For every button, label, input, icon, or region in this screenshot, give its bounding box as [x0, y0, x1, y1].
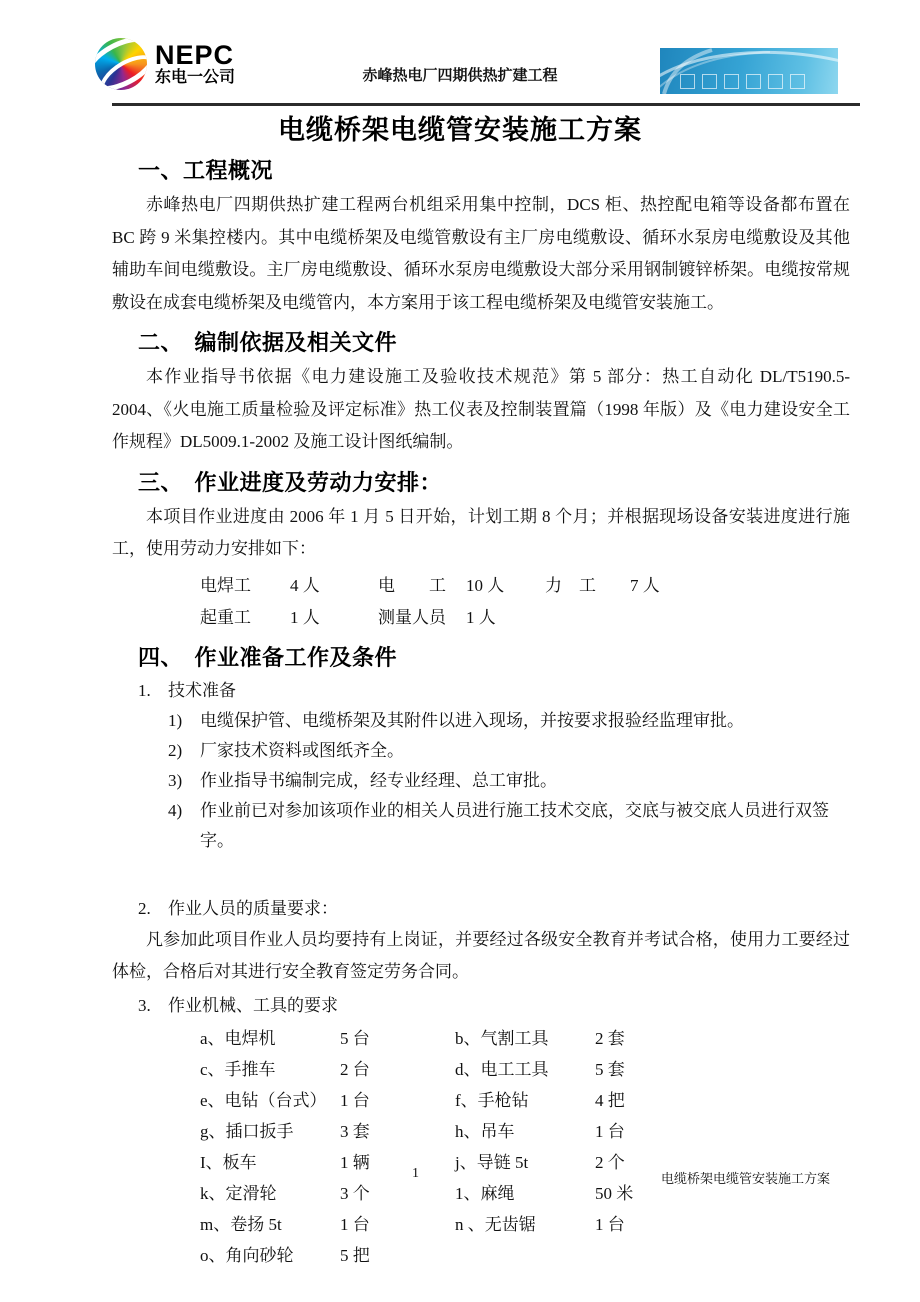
header-banner: [660, 48, 838, 94]
logo-name: NEPC: [155, 39, 235, 70]
page-header: [0, 0, 920, 100]
section-3-paragraph: 本项目作业进度由 2006 年 1 月 5 日开始，计划工期 8 个月；并根据现场设备安装进度进行施工，使用劳动力安排如下：: [112, 506, 850, 558]
list-item-number: 3.: [138, 995, 151, 1015]
banner-placeholder-squares: [680, 74, 805, 89]
labor-cell: 力 工: [545, 575, 596, 595]
equip-cell: 1、麻绳: [455, 1183, 515, 1203]
labor-cell: 电焊工: [200, 575, 251, 595]
sub-item-number: 1): [168, 710, 183, 730]
section-1-paragraph: 赤峰热电厂四期供热扩建工程两台机组采用集中控制，DCS 柜、热控配电箱等设备都布置在 BC 跨 9 米集控楼内。其中电缆桥架及电缆管敷设有主厂房电缆敷设、循环水泵房电缆敷设及其他辅助车间电缆敷设。主厂房电缆敷设、循环水泵房电缆敷设大部分采用钢制镀锌桥架。电缆按常规敷设在成套电缆桥架及电缆管内，本方案用于该工程电缆桥架及电缆管安装施工。: [112, 195, 850, 312]
equip-cell: 5 台: [340, 1028, 370, 1048]
equipment-table: [200, 1023, 850, 1271]
equip-cell: a、电焊机: [200, 1028, 276, 1048]
equip-cell: g、插口扳手: [200, 1121, 294, 1141]
document-title: 电缆桥架电缆管安装施工方案: [278, 115, 642, 145]
list-item-3: [112, 991, 850, 1021]
equip-cell: 1 台: [595, 1121, 625, 1141]
document-body: [0, 154, 920, 1271]
list-item-label: 作业人员的质量要求：: [168, 898, 338, 918]
labor-cell: 起重工: [200, 607, 251, 627]
sub-item-text: 作业指导书编制完成，经专业经理、总工审批。: [200, 770, 557, 790]
sub-item-number: 4): [168, 800, 183, 820]
equip-cell: 4 把: [595, 1090, 625, 1110]
equip-cell: c、手推车: [200, 1059, 276, 1079]
equip-cell: I、板车: [200, 1152, 257, 1172]
labor-cell: 10 人: [466, 575, 505, 595]
equip-cell: h、吊车: [455, 1121, 515, 1141]
blank-gap: [112, 856, 850, 892]
equip-cell: n 、无齿锯: [455, 1214, 536, 1234]
equip-cell: e、电钻（台式）: [200, 1090, 327, 1110]
list-item-label: 作业机械、工具的要求: [168, 995, 338, 1015]
equip-cell: d、电工工具: [455, 1059, 549, 1079]
equip-cell: 2 个: [595, 1152, 625, 1172]
section-1-heading: 一、工程概况: [138, 158, 274, 183]
equip-cell: 5 把: [340, 1245, 370, 1265]
labor-cell: 测量人员: [378, 607, 446, 627]
equip-cell: 1 辆: [340, 1152, 370, 1172]
page-footer: [0, 1166, 920, 1188]
equip-cell: b、气割工具: [455, 1028, 549, 1048]
labor-cell: 4 人: [290, 575, 320, 595]
equip-cell: 3 个: [340, 1183, 370, 1203]
list-item-2: [112, 894, 850, 924]
equip-cell: f、手枪钻: [455, 1090, 529, 1110]
list-item-number: 1.: [138, 680, 151, 700]
equip-cell: 2 套: [595, 1028, 625, 1048]
equip-cell: 5 套: [595, 1059, 625, 1079]
equip-cell: 1 台: [340, 1214, 370, 1234]
equip-cell: [595, 1240, 850, 1271]
header-divider: [112, 103, 860, 106]
section-3-heading: 三、 作业进度及劳动力安排：: [138, 469, 443, 495]
equip-cell: 50 米: [595, 1183, 634, 1203]
labor-cell: 电 工: [378, 575, 446, 595]
equip-cell: j、导链 5t: [455, 1152, 529, 1172]
sub-item-text: 电缆保护管、电缆桥架及其附件以进入现场，并按要求报验经监理审批。: [200, 710, 744, 730]
equip-cell: k、定滑轮: [200, 1183, 277, 1203]
list-item-1: [112, 676, 850, 706]
labor-cell: 7 人: [630, 575, 660, 595]
labor-table: [200, 570, 850, 634]
project-name: 赤峰热电厂四期供热扩建工程: [362, 67, 558, 84]
section-4-heading: 四、 作业准备工作及条件: [138, 644, 398, 670]
list-item-number: 2.: [138, 898, 151, 918]
logo-company: 东电一公司: [155, 69, 236, 87]
equip-cell: 1 台: [340, 1090, 370, 1110]
equip-cell: m、卷扬 5t: [200, 1214, 282, 1234]
list-item-label: 技术准备: [168, 680, 236, 700]
sub-item-number: 2): [168, 740, 183, 760]
item-2-paragraph: 凡参加此项目作业人员均要持有上岗证，并要经过各级安全教育并考试合格，使用力工要经过体检，合格后对其进行安全教育签定劳务合同。: [112, 929, 850, 981]
equip-cell: 1 台: [595, 1214, 625, 1234]
section-2-heading: 二、 编制依据及相关文件: [138, 330, 398, 355]
equip-cell: 3 套: [340, 1121, 370, 1141]
sub-item-text: 厂家技术资料或图纸齐全。: [200, 740, 404, 760]
labor-cell: 1 人: [290, 607, 320, 627]
page-number: 1: [412, 1166, 419, 1181]
footer-doc-title: 电缆桥架电缆管安装施工方案: [660, 1171, 830, 1186]
equip-cell: o、角向砂轮: [200, 1245, 294, 1265]
sub-item-number: 3): [168, 770, 183, 790]
section-2-paragraph: 本作业指导书依据《电力建设施工及验收技术规范》第 5 部分：热工自动化 DL/T5190.5-2004、《火电施工质量检验及评定标准》热工仪表及控制装置篇（1998 年版）及《电力建设安全工作规程》DL5009.1-2002 及施工设计图纸编制。: [112, 367, 850, 451]
sub-item-4: [112, 796, 850, 856]
labor-cell: 1 人: [466, 607, 496, 627]
sub-item-1: [112, 706, 850, 736]
sub-item-text: 作业前已对参加该项作业的相关人员进行施工技术交底，交底与被交底人员进行双签字。: [200, 800, 829, 850]
sub-item-3: [112, 766, 850, 796]
sub-item-2: [112, 736, 850, 766]
equip-cell: 2 台: [340, 1059, 370, 1079]
equip-cell: [455, 1240, 595, 1271]
